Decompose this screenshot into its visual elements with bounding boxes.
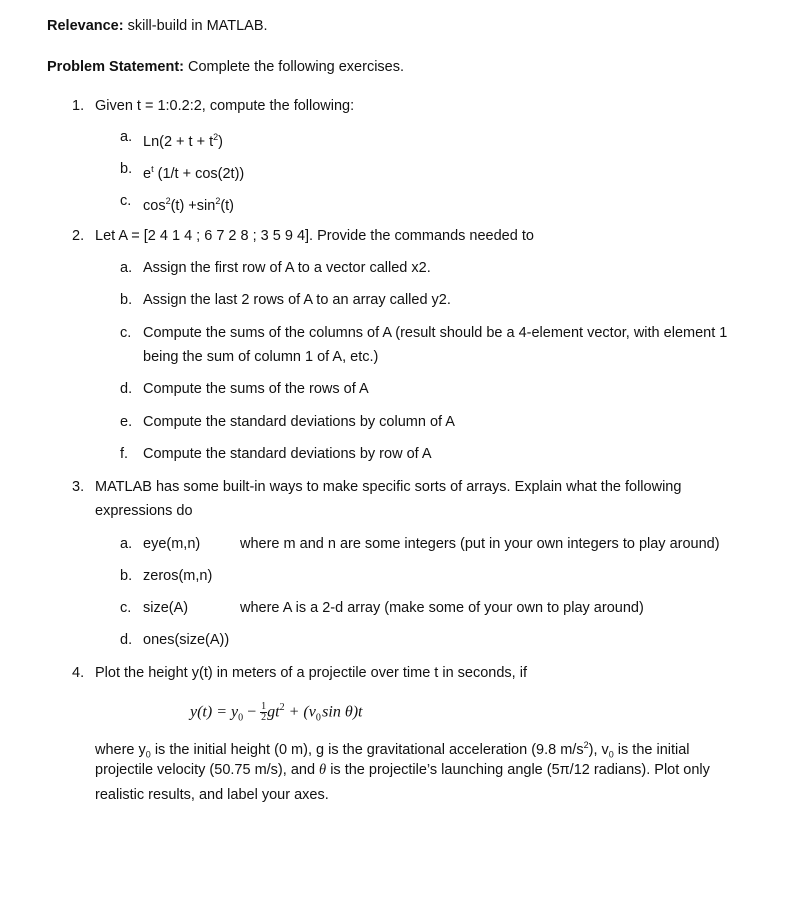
q3-text-line2: expressions do: [95, 503, 193, 519]
q3a-note: where m and n are some integers (put in your own integers to play around): [240, 536, 720, 552]
q1a-text: $Ln(2 + t + t^2)$: [143, 132, 223, 150]
q2f-text: Compute the standard deviations by row of A: [143, 446, 432, 462]
q2d-letter: d.: [120, 381, 133, 397]
q2f-letter: f.: [120, 446, 129, 462]
q2d-text: Compute the sums of the rows of A: [143, 381, 369, 397]
q3b-text: zeros(m,n): [143, 568, 213, 584]
q3c-note: where A is a 2-d array (make some of your own to play around): [240, 600, 644, 616]
q3-number: 3.: [72, 479, 85, 495]
q2-text: Let A = [2 4 1 4 ; 6 7 2 8 ; 3 5 9 4]. Provide the commands needed to: [95, 228, 534, 244]
q1-text: Given t = 1:0.2:2, compute the following:: [95, 98, 355, 114]
q2c-text-line2: being the sum of column 1 of A, etc.): [143, 349, 379, 365]
q2e-text: Compute the standard deviations by column of A: [143, 414, 455, 430]
q2a-text: Assign the first row of A to a vector called x2.: [143, 260, 431, 276]
q2-number: 2.: [72, 228, 85, 244]
q3a-letter: a.: [120, 536, 133, 552]
problem-label: Problem Statement:: [47, 59, 184, 75]
relevance-label: Relevance:: [47, 18, 124, 34]
q1c-text: $\cos^2(t) +\sin^2(t)$: [143, 196, 235, 214]
q3d-text: ones(size(A)): [143, 632, 230, 648]
q1a-letter: a.: [120, 129, 133, 145]
q1b-letter: b.: [120, 161, 133, 177]
q1-number: 1.: [72, 98, 85, 114]
q4-description-line1: where $y_0$ is the initial height (0 m), g is the gravitational acceleration (9.8 $m/s^2$), $v_0$ is the initial: [95, 740, 690, 760]
q2b-letter: b.: [120, 292, 133, 308]
q1c-letter: c.: [120, 193, 132, 209]
q4-description-line2: projectile velocity (50.75 m/s), and θ is the projectile’s launching angle (5π/12 radians). Plot only: [95, 762, 710, 778]
q2e-letter: e.: [120, 414, 133, 430]
q3c-text: size(A): [143, 600, 189, 616]
q3a-text: eye(m,n): [143, 536, 201, 552]
q4-text: Plot the height y(t) in meters of a projectile over time t in seconds, if: [95, 665, 527, 681]
one-half-fraction: $\frac{1}{2}$: [261, 701, 267, 724]
q4-description-line3: realistic results, and label your axes.: [95, 787, 329, 803]
relevance-line: [47, 17, 268, 35]
q2c-letter: c.: [120, 325, 132, 341]
relevance-text: skill-build in MATLAB.: [123, 18, 268, 34]
problem-text: Complete the following exercises.: [183, 59, 405, 75]
q3-text: MATLAB has some built-in ways to make specific sorts of arrays. Explain what the following: [95, 479, 682, 495]
q3b-letter: b.: [120, 568, 133, 584]
q1b-text: $e^t$ (1/t + cos(2t)): [143, 164, 245, 182]
q2b-text: Assign the last 2 rows of A to an array called y2.: [143, 292, 451, 308]
q3d-letter: d.: [120, 632, 133, 648]
q2a-letter: a.: [120, 260, 133, 276]
q4-number: 4.: [72, 665, 85, 681]
problem-statement-line: [47, 58, 404, 76]
q2c-text: Compute the sums of the columns of A (result should be a 4-element vector, with element 1: [143, 325, 728, 341]
q3c-letter: c.: [120, 600, 132, 616]
q4-equation: $y(t) = y_0$ − $\frac{1}{2}$ $gt^2 + (v_0$ sin θ)t: [190, 701, 363, 724]
